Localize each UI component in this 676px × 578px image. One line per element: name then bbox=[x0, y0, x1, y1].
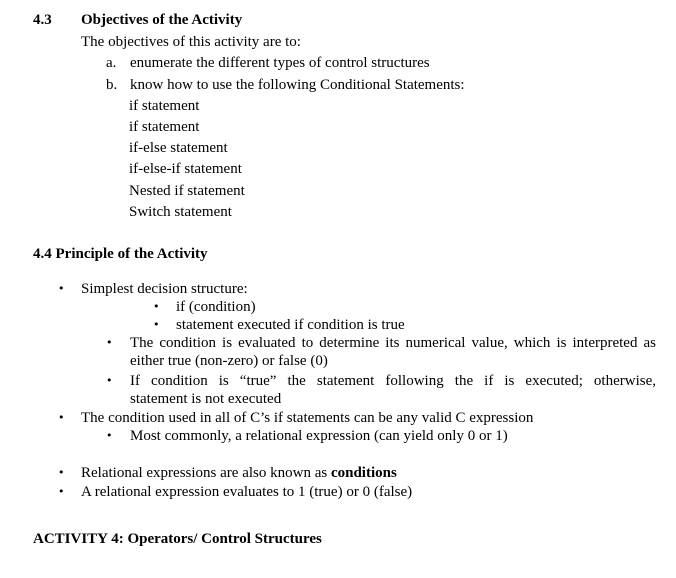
bullet-icon: • bbox=[106, 374, 113, 387]
bullet-text: Simplest decision structure: bbox=[81, 281, 248, 297]
conditional-item: Nested if statement bbox=[129, 183, 245, 199]
principle-heading: 4.4 Principle of the Activity bbox=[33, 246, 208, 262]
bullet-text-prefix: Relational expressions are also known as bbox=[81, 465, 331, 481]
bold-term: conditions bbox=[330, 465, 397, 481]
activity-heading: ACTIVITY 4: Operators/ Control Structures bbox=[33, 531, 322, 547]
bullet-icon: • bbox=[58, 411, 65, 424]
bullet-text: A relational expression evaluates to 1 (true) or 0 (false) bbox=[81, 484, 413, 500]
conditional-item: if-else-if statement bbox=[129, 161, 242, 177]
section-title: Objectives of the Activity bbox=[81, 12, 243, 28]
bullet-icon: • bbox=[58, 485, 65, 498]
bullet-text: Most commonly, a relational expression (can yield only 0 or 1) bbox=[130, 428, 508, 444]
list-marker-a: a. bbox=[106, 55, 117, 71]
bullet-icon: • bbox=[58, 282, 65, 295]
bullet-text bbox=[81, 464, 397, 482]
objectives-intro: The objectives of this activity are to: bbox=[81, 34, 301, 50]
objective-item-a: enumerate the different types of control structures bbox=[130, 55, 430, 71]
conditional-item: if statement bbox=[129, 98, 200, 114]
bullet-icon: • bbox=[106, 429, 113, 442]
paragraph-line: If condition is “true” the statement following the if is executed; otherwise, bbox=[130, 373, 656, 389]
conditional-item: Switch statement bbox=[129, 204, 232, 220]
bullet-icon: • bbox=[153, 318, 160, 331]
bullet-text: The condition used in all of C’s if statements can be any valid C expression bbox=[81, 410, 534, 426]
paragraph-line: statement is not executed bbox=[130, 391, 282, 407]
paragraph-line: The condition is evaluated to determine its numerical value, which is interpreted as bbox=[130, 335, 656, 351]
conditional-item: if statement bbox=[129, 119, 200, 135]
conditional-item: if-else statement bbox=[129, 140, 228, 156]
objective-item-b: know how to use the following Conditional Statements: bbox=[130, 77, 465, 93]
bullet-text: if (condition) bbox=[176, 299, 256, 315]
bullet-icon: • bbox=[153, 300, 160, 313]
paragraph-line: either true (non-zero) or false (0) bbox=[130, 353, 328, 369]
list-marker-b: b. bbox=[106, 77, 118, 93]
bullet-icon: • bbox=[106, 336, 113, 349]
bullet-icon: • bbox=[58, 466, 65, 479]
bullet-text: statement executed if condition is true bbox=[176, 317, 405, 333]
section-number: 4.3 bbox=[33, 12, 52, 28]
